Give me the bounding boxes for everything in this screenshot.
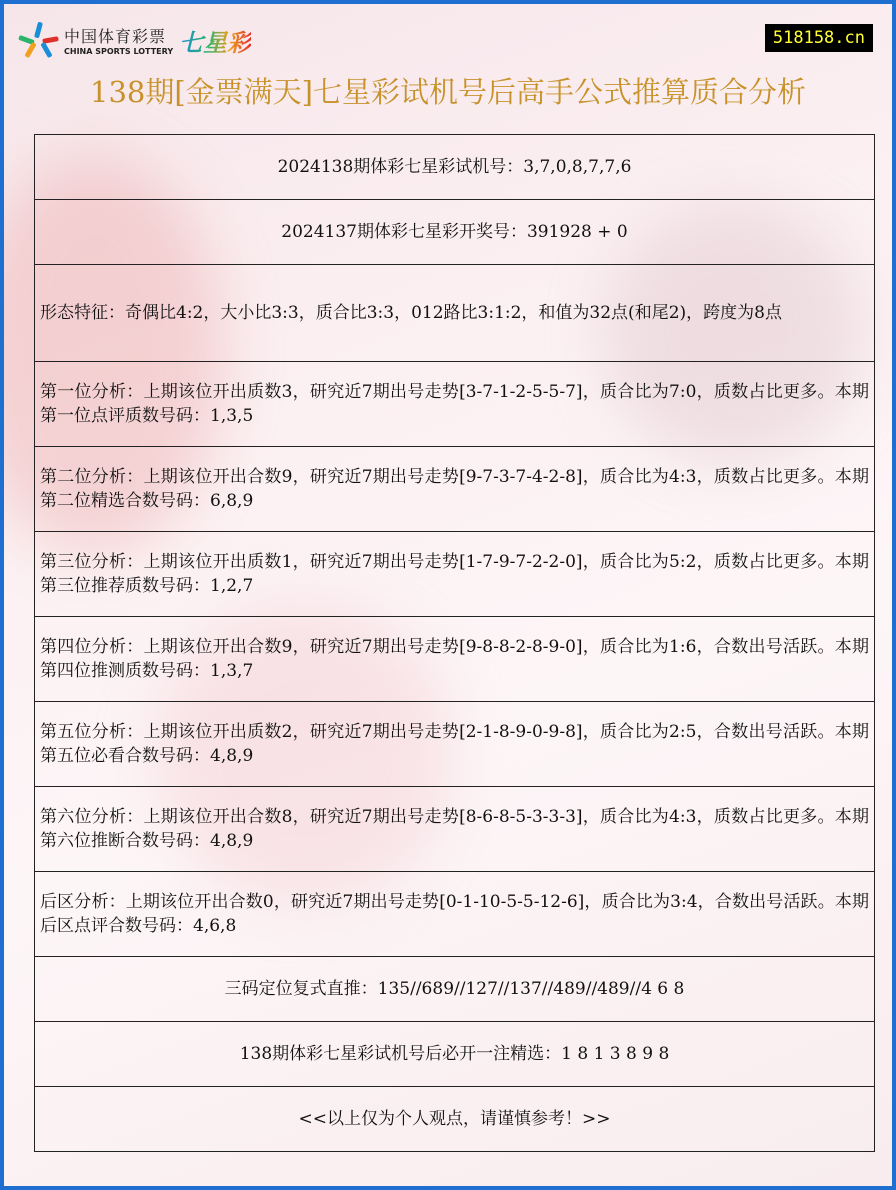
back-zone-analysis: 后区分析：上期该位开出合数0，研究近7期出号走势[0-1-10-5-5-12-6]，质合比为3:4，合数出号活跃。本期后区点评合数号码：4,6,8	[35, 872, 875, 957]
lottery-star-icon	[22, 22, 58, 58]
table-row	[35, 265, 875, 362]
position-4-analysis: 第四位分析：上期该位开出合数9，研究近7期出号走势[9-8-8-2-8-9-0]，质合比为1:6，合数出号活跃。本期第四位推测质数号码：1,3,7	[35, 617, 875, 702]
table-row	[35, 1022, 875, 1087]
position-2-analysis: 第二位分析：上期该位开出合数9，研究近7期出号走势[9-7-3-7-4-2-8]，质合比为4:3，质数占比更多。本期第二位精选合数号码：6,8,9	[35, 447, 875, 532]
position-6-analysis: 第六位分析：上期该位开出合数8，研究近7期出号走势[8-6-8-5-3-3-3]，质合比为4:3，质数占比更多。本期第六位推断合数号码：4,8,9	[35, 787, 875, 872]
table-row	[35, 1087, 875, 1152]
trial-number-cell: 2024138期体彩七星彩试机号：3,7,0,8,7,7,6	[35, 135, 875, 200]
table-row	[35, 702, 875, 787]
logo-english-text: CHINA SPORTS LOTTERY	[64, 47, 174, 56]
draw-result-cell: 2024137期体彩七星彩开奖号：391928 + 0	[35, 200, 875, 265]
table-row	[35, 447, 875, 532]
table-row	[35, 872, 875, 957]
logo-chinese-text: 中国体育彩票	[64, 27, 167, 46]
table-row	[35, 532, 875, 617]
site-badge: 518158.cn	[765, 24, 873, 52]
three-code-recommendation: 三码定位复式直推：135//689//127//137//489//489//4 6 8	[35, 957, 875, 1022]
table-row	[35, 617, 875, 702]
china-sports-lottery-logo	[22, 22, 251, 58]
analysis-table	[34, 134, 875, 1152]
disclaimer: <<以上仅为个人观点，请谨慎参考！>>	[35, 1087, 875, 1152]
pattern-features-cell: 形态特征：奇偶比4:2，大小比3:3，质合比3:3，012路比3:1:2，和值为32点(和尾2)，跨度为8点	[35, 265, 875, 362]
page-title: 138期[金票满天]七星彩试机号后高手公式推算质合分析	[90, 75, 806, 109]
game-logo-text: 七星彩	[179, 23, 251, 58]
table-row	[35, 135, 875, 200]
position-1-analysis: 第一位分析：上期该位开出质数3，研究近7期出号走势[3-7-1-2-5-5-7]，质合比为7:0，质数占比更多。本期第一位点评质数号码：1,3,5	[35, 362, 875, 447]
single-pick-recommendation: 138期体彩七星彩试机号后必开一注精选：1 8 1 3 8 9 8	[35, 1022, 875, 1087]
table-row	[35, 362, 875, 447]
table-row	[35, 957, 875, 1022]
position-3-analysis: 第三位分析：上期该位开出质数1，研究近7期出号走势[1-7-9-7-2-2-0]，质合比为5:2，质数占比更多。本期第三位推荐质数号码：1,2,7	[35, 532, 875, 617]
table-row	[35, 200, 875, 265]
position-5-analysis: 第五位分析：上期该位开出质数2，研究近7期出号走势[2-1-8-9-0-9-8]，质合比为2:5，合数出号活跃。本期第五位必看合数号码：4,8,9	[35, 702, 875, 787]
table-row	[35, 787, 875, 872]
